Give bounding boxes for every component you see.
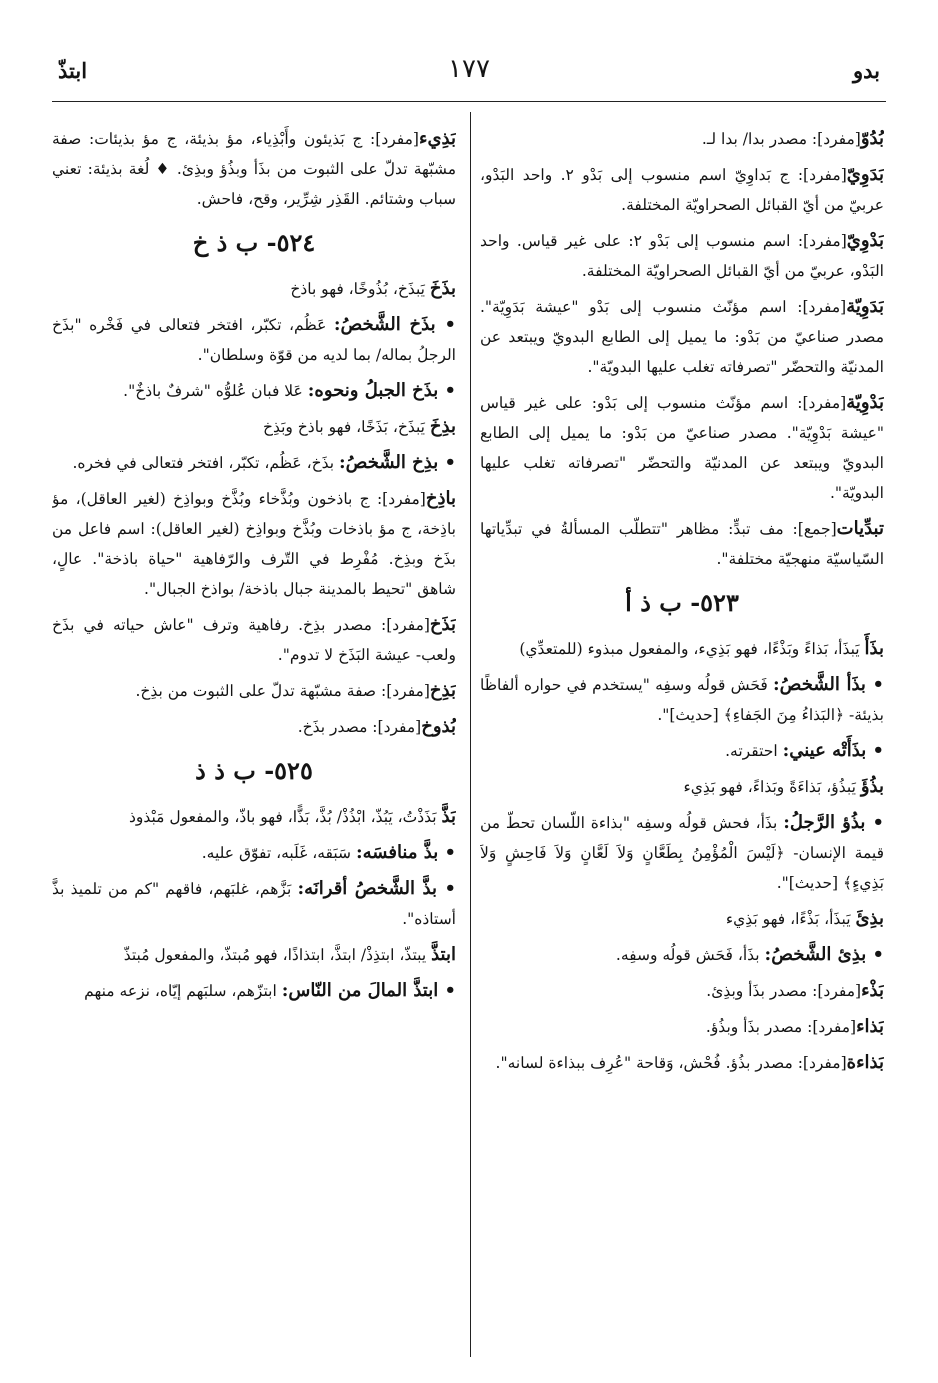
definition: [مفرد]: مصدر بذِخ. رفاهية وترف "عاش حياته في بذَخ ولعب- عيشة البَذَخ لا تدوم".	[52, 616, 456, 664]
definition: بَذَذْتُ، يَبُذّ، ابْذُذْ/ بُذَّ، بَذًّا، فهو باذّ، والمفعول مَبْذوذ	[128, 808, 437, 826]
headword: • بذَخ الجبلُ ونحوه:	[307, 380, 456, 401]
headword: بَدَوِيّة	[846, 296, 884, 317]
dictionary-entry	[480, 160, 884, 220]
headword: بُدُوّ	[860, 128, 884, 149]
dictionary-entry	[52, 484, 456, 604]
definition: [مفرد]: ج بَذيئون وأَبْذِياء، مؤ بذيئة، ج مؤ بذيئات: صفة مشبّهة تدلّ على الثبوت من بذَأ وبذُؤ وبذِئ. ♦ لُغة بذيئة: تعني سباب وشتائم. القَذِر شِرِّير، وقح، فاحش.	[52, 130, 456, 208]
dictionary-entry	[480, 976, 884, 1006]
root-heading: ٥٢٣- ب ذ أ	[625, 588, 739, 617]
dictionary-entry	[480, 772, 884, 802]
dictionary-entry	[52, 976, 456, 1006]
definition: بذَأ، فَحَش قولُه وسفِه.	[615, 946, 760, 964]
headword: بَذَخ	[429, 614, 456, 635]
headword: • بذِخ الشَّخصُ:	[339, 452, 456, 473]
definition: [مفرد]: مصدر بدا/ بدا لـ.	[701, 130, 861, 148]
left-column	[52, 124, 456, 1354]
headword: بَذِخ	[429, 680, 456, 701]
definition: عَلا فبان عُلوُّه "شرفٌ باذخٌ".	[123, 382, 303, 400]
definition: [مفرد]: مصدر بذَأ وبذِئ.	[706, 982, 862, 1000]
dictionary-entry	[480, 634, 884, 664]
dictionary-entry	[52, 448, 456, 478]
headword: بذَأَ	[864, 638, 884, 659]
headword: • بذَأ الشَّخصُ:	[773, 674, 884, 695]
dictionary-entry	[480, 670, 884, 730]
definition: [مفرد]: مصدر بذُؤ. فُحْش، وَقاحة "عُرِف ببذاءة لسانه".	[495, 1054, 847, 1072]
dictionary-entry	[52, 940, 456, 970]
page-number: ١٧٧	[448, 54, 490, 84]
definition: [مفرد]: اسم منسوب إلى بَدْو ٢: على غير قياس. واحد البَدْو، عربيّ من أيّ القبائل الصحراويّة المختلفة.	[480, 232, 884, 280]
headword: بذَخَ	[429, 278, 456, 299]
dictionary-entry	[52, 310, 456, 370]
definition: احتقرته.	[725, 742, 778, 760]
headword: بَذاءة	[846, 1052, 884, 1073]
definition: عَظُم، تكبّر، افتخر فتعالى في فَخْره "بذَخ الرجلُ بماله/ بما لديه من قوّة وسلطان".	[52, 316, 456, 364]
dictionary-entry	[480, 736, 884, 766]
definition: [مفرد]: مصدر بذَأ وبذُؤ.	[705, 1018, 857, 1036]
dictionary-entry	[480, 292, 884, 382]
definition: بذَخ، عَظُم، تكبّر، افتخر فتعالى في فخره.	[72, 454, 335, 472]
header-rule	[52, 101, 886, 102]
dictionary-entry	[480, 1012, 884, 1042]
root-heading: ٥٢٥- ب ذ ذ	[195, 756, 313, 785]
definition: يَبذَأ، بَذْءًا، فهو بَذِيء	[725, 910, 851, 928]
definition: [مفرد]: صفة مشبّهة تدلّ على الثبوت من بذِخ.	[135, 682, 430, 700]
definition: [مفرد]: ج بَداوِيّ اسم منسوب إلى بَدْو ٢. واحد البَدْو، عربيّ من أيّ القبائل الصحراويّة المختلفة.	[480, 166, 884, 214]
definition: بذَأ، فحش قولُه وسفِه "بذاءة اللّسان تحطّ من قيمة الإنسان- ﴿لَيْسَ الْمُؤْمِنُ بِطَعَّانٍ وَلاَ لَعَّانٍ وَلاَ فَاحِشٍ وَلاَ بَذِيءٍ﴾ [حديث]".	[480, 814, 884, 892]
dictionary-entry	[480, 940, 884, 970]
headword: بذُؤَ	[860, 776, 884, 797]
definition: يبتذّ، ابتذِذْ/ ابتذَّ، ابتذاذًا، فهو مُبتذّ، والمفعول مُبتذّ	[123, 946, 427, 964]
headword: • بذَخ الشَّخصُ:	[333, 314, 456, 335]
definition: ابتزّهم، سلبَهم إيّاه، نزعه منهم	[84, 982, 277, 1000]
dictionary-entry	[480, 226, 884, 286]
headword: بَدْوِيّ	[846, 230, 884, 251]
definition: [مفرد]: اسم مؤنّث منسوب إلى بَدْو: على غير قياس "عيشة بَدْوِيّة". مصدر صناعيّ من بَدْو: ما يميل إلى الطابع البدويّ ويبتعد عن المدنيّة والتحضّر "تصرفاته تغلب عليها البدويّة".	[480, 394, 884, 502]
dictionary-entry	[52, 610, 456, 670]
right-column	[480, 124, 884, 1354]
header-guide-word-right: بدو	[852, 58, 880, 83]
dictionary-entry	[480, 388, 884, 508]
dictionary-entry	[52, 412, 456, 442]
definition: سَبَقه، غَلَبه، تفوّق عليه.	[201, 844, 352, 862]
dictionary-entry	[480, 124, 884, 154]
definition: يَبذَأ، بَذاءً وبَذْءًا، فهو بَذِيء، والمفعول مبذوء (للمتعدِّي)	[519, 640, 860, 658]
page-header	[52, 54, 886, 98]
dictionary-entry	[52, 376, 456, 406]
headword: • ابتذَّ المالَ من النّاس:	[281, 980, 456, 1001]
dictionary-entry	[480, 808, 884, 898]
dictionary-entry	[52, 802, 456, 832]
header-guide-word-left: ابتذّ	[58, 58, 88, 83]
headword: بَدْوِيّة	[846, 392, 884, 413]
definition: [مفرد]: اسم مؤنّث منسوب إلى بَدْو "عيشة بَدَوِيّة". مصدر صناعيّ من بَدْو: ما يميل إلى الطابع البدويّ ويبتعد عن المدنيّة والتحضّر "تصرفاته تغلب عليها البدويّة".	[480, 298, 884, 376]
headword: • بذَأَتْه عيني:	[782, 740, 884, 761]
dictionary-entry	[52, 676, 456, 706]
headword: بذِئَ	[855, 908, 884, 929]
definition: [مفرد]: ج باذخون وبُذَّخاء وبُذَّخ وبواذِخ (لغير العاقل)، مؤ باذِخة، ج مؤ باذخات وبُذَّخ وبواذِخ (لغير العاقل): اسم فاعل من بذَخ وبذِخ. مُفْرِط في التّرف والرّفاهية "حياة باذخة". عالٍ، شاهق "تحيط بالمدينة جبال باذخة/ بواذخ الجبال".	[52, 490, 456, 598]
headword: بَذْء	[861, 980, 884, 1001]
headword: بُذوخ	[421, 716, 456, 737]
headword: باذِخ	[425, 488, 456, 509]
column-divider	[470, 112, 471, 1357]
dictionary-entry	[52, 712, 456, 742]
headword: • بذَّ منافسَه:	[355, 842, 456, 863]
dictionary-entry	[52, 124, 456, 214]
headword: تبدِّيات	[836, 518, 884, 539]
headword: بَذاء	[856, 1016, 884, 1037]
definition: يَبذَخ، بَذَخًا، فهو باذخ وبَذِخ	[262, 418, 425, 436]
headword: بَذَّ	[441, 806, 456, 827]
headword: • بذِئ الشَّخصُ:	[764, 944, 884, 965]
root-heading: ٥٢٤- ب ذ خ	[192, 228, 316, 257]
headword: • بذَّ الشَّخصُ أقرانَه:	[297, 878, 456, 899]
dictionary-entry	[52, 874, 456, 934]
headword: بَذِيء	[418, 128, 456, 149]
definition: فَحَش قولُه وسفِه "يستخدم في حواره ألفاظًا بذيئة- ﴿البَذاءُ مِنَ الجَفاءِ﴾ [حديث]".	[480, 676, 884, 724]
dictionary-entry	[480, 1048, 884, 1078]
dictionary-entry	[480, 904, 884, 934]
headword: ابتذَّ	[431, 944, 456, 965]
dictionary-entry	[480, 514, 884, 574]
definition: يَبذُؤ، بَذاءَةً وبَذاءً، فهو بَذِيء	[683, 778, 856, 796]
definition: [جمع]: مف تبدٍّ: مظاهر "تتطلّب المسألةُ في تبدِّياتها السّياسيّة منهجيّة مختلفة".	[480, 520, 884, 568]
dictionary-entry	[52, 274, 456, 304]
headword: • بذُؤ الرَّجلُ:	[783, 812, 884, 833]
definition: بَزَّهم، غلبَهم، فاقهم "كم من تلميذ بذَّ أستاذه".	[52, 880, 456, 928]
definition: يَبذَخ، بُذُوخًا، فهو باذخ	[290, 280, 425, 298]
headword: بذِخَ	[429, 416, 456, 437]
dictionary-entry	[52, 838, 456, 868]
definition: [مفرد]: مصدر بذَخ.	[297, 718, 422, 736]
headword: بَدَوِيّ	[846, 164, 884, 185]
